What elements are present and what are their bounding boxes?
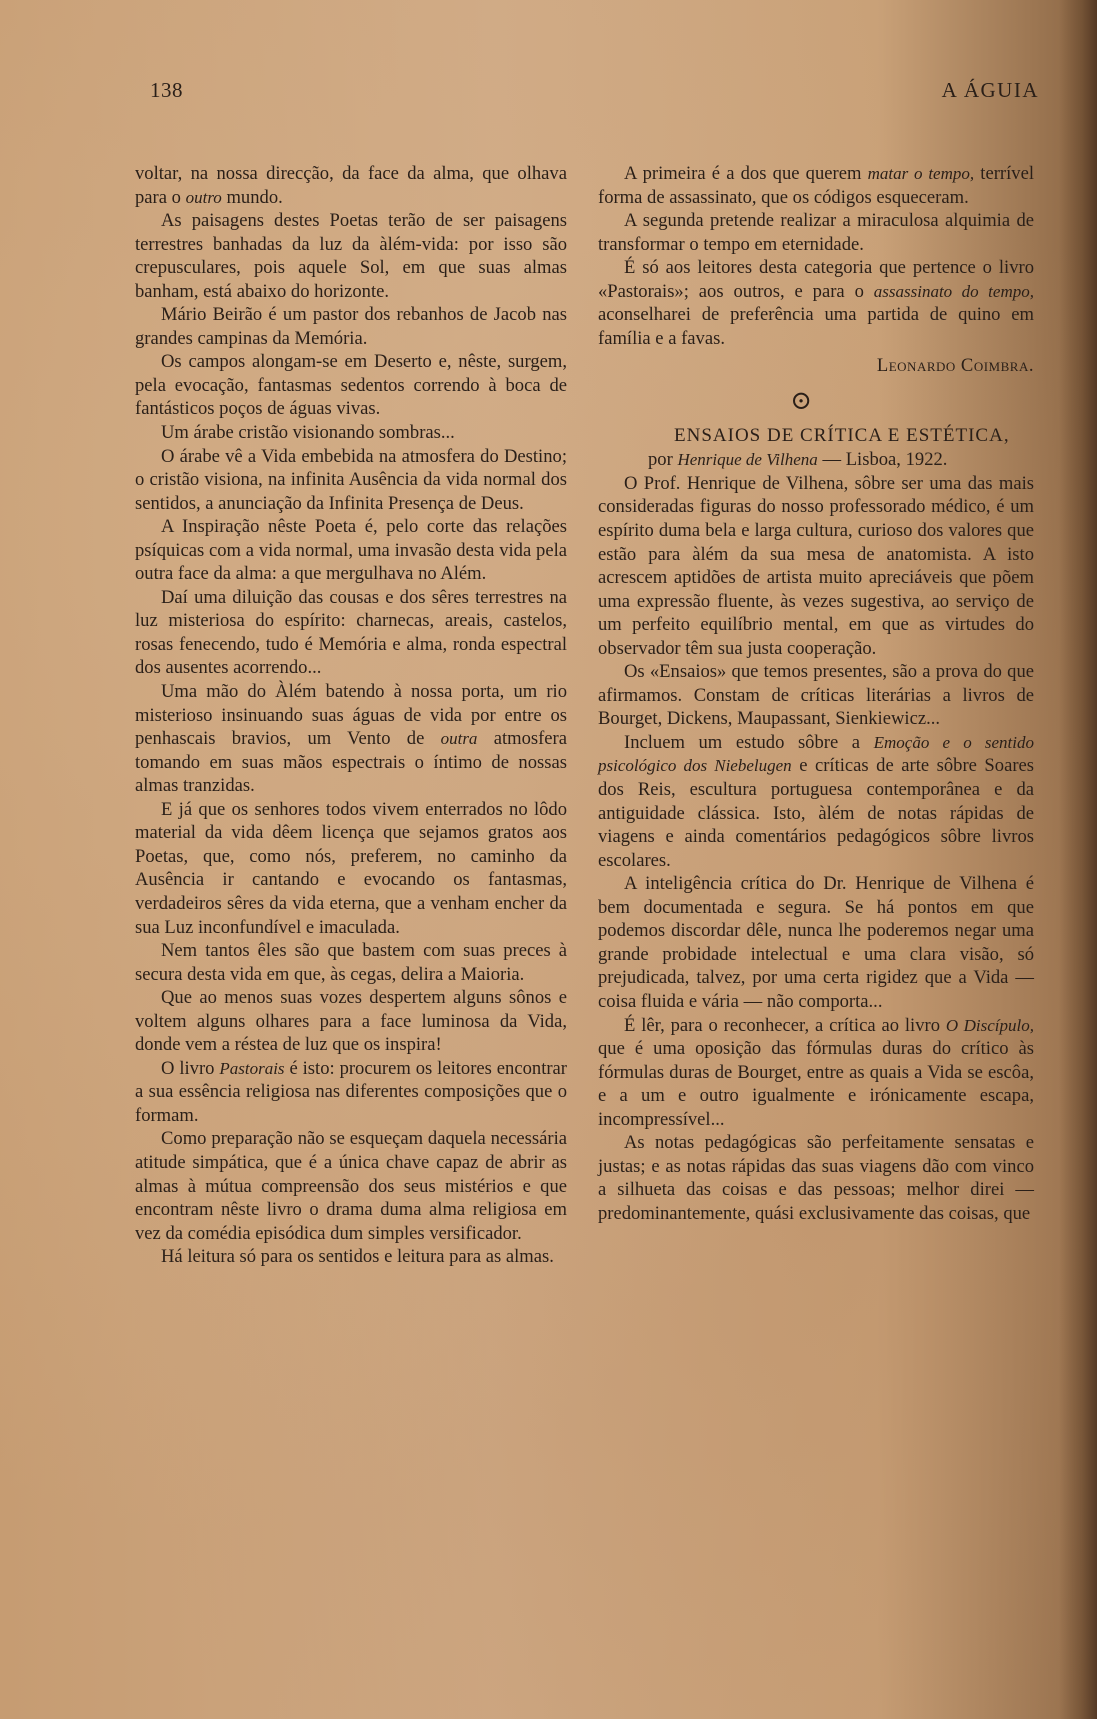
left-column (135, 162, 567, 1269)
paragraph (135, 1245, 567, 1269)
review-heading (598, 424, 1034, 472)
paragraph (135, 445, 567, 516)
text-run: mundo. (221, 186, 283, 208)
page-edge-shadow (1059, 0, 1097, 1719)
paragraph (598, 209, 1034, 256)
text-run: O Prof. Henrique de Vilhena, sôbre ser uma das mais consideradas figuras do nosso professorado médico, é um espírito duma bela e larga cultura, curioso dos valores que estão para àlém da sua mesa de anatomista. A isto acrescem aptidões de artista muito apreciáveis que põem uma expressão fluente, às vezes sugestiva, ao serviço de um perfeito equilíbrio mental, em que as virtudes do observador têm sua justa cooperação. (598, 472, 1034, 659)
text-run: É só aos leitores desta categoria que pertence o livro «Pastorais»; aos outros, e para o (598, 257, 1034, 302)
text-run: É lêr, para o reconhecer, a crítica ao livro (624, 1014, 946, 1036)
text-run: Como preparação não se esqueçam daquela necessária atitude simpática, que é a única chave capaz de abrir as almas à mútua compreensão dos seus mistérios e que encontram nêste livro o drama duma alma religiosa em vez da comédia episódica dum simples versificador. (135, 1128, 567, 1244)
section-divider-icon: ⊙ (790, 385, 812, 415)
text-run: A segunda pretende realizar a miraculosa alquimia de transformar o tempo em eternidade. (598, 210, 1034, 255)
text-run: Um árabe cristão visionando sombras... (161, 422, 455, 444)
text-run: ENSAIOS DE CRÍTICA E ESTÉTICA, (674, 424, 1010, 446)
text-run: As notas pedagógicas são perfeitamente sensatas e justas; e as notas rápidas das suas viagens dão com vinco a silhueta das coisas e das pessoas; melhor direi — predominantemente, quási exclusivamente das coisas, que (598, 1132, 1034, 1224)
paragraph (135, 1127, 567, 1245)
paragraph (135, 1057, 567, 1128)
text-run: atmosfera tomando em suas mãos espectrais o íntimo de nossas almas tranzidas. (135, 728, 568, 797)
paragraph (135, 680, 567, 798)
text-run: Que ao menos suas vozes despertem alguns sônos e voltem alguns olhares para a face luminosa da Vida, donde vem a réstea de luz que os inspira! (135, 987, 567, 1056)
text-run: aconselharei de preferência uma partida de quino em família e a favas. (598, 304, 1034, 349)
running-title: A ÁGUIA (941, 78, 1039, 102)
italic-text: Pastorais (219, 1058, 285, 1078)
text-run: que é uma oposição das fórmulas duras do crítico às fórmulas duras de Bourget, entre as quais a Vida se escôa, e a um e outro igualmente e irónicamente escapa, incompressível... (598, 1038, 1034, 1130)
italic-text: assassinato do tempo, (873, 281, 1034, 301)
text-run: A primeira é a dos que querem (624, 163, 868, 184)
paragraph (135, 350, 567, 421)
text-run: Nem tantos êles são que bastem com suas preces à secura desta vida em que, às cegas, delira a Maioria. (135, 940, 567, 985)
text-run: O árabe vê a Vida embebida na atmosfera do Destino; o cristão visiona, na infinita Ausência da vida normal dos sentidos, a anunciação da Infinita Presença de Deus. (135, 445, 567, 514)
paragraph (598, 660, 1034, 731)
paragraph (135, 303, 567, 350)
text-run: é isto: procurem os leitores encontrar a sua essência religiosa nas diferentes composições que o formam. (135, 1057, 567, 1126)
paragraph (135, 586, 567, 680)
text-run: Há leitura só para os sentidos e leitura para as almas. (161, 1246, 554, 1268)
text-run: Uma mão do Àlém batendo à nossa porta, um rio misterioso insinuando suas águas de vida por entre os penhascais bravios, um Vento de (135, 681, 567, 750)
paragraph (598, 1014, 1034, 1132)
italic-text: Emoção e o sentido psicológico dos Niebelugen (598, 732, 1035, 776)
text-run: As paisagens destes Poetas terão de ser paisagens terrestres banhadas da luz da àlém-vida: por isso são crepusculares, pois aquele Sol, em que suas almas banham, está abaixo do horizonte. (135, 210, 567, 302)
italic-text: Henrique de Vilhena (677, 449, 818, 469)
text-run: A inteligência crítica do Dr. Henrique de Vilhena é bem documentada e segura. Se há pontos em que podemos discordar dêle, nunca lhe poderemos negar uma grande probidade intelectual e uma clara visão, só prejudicada, talvez, por uma certa rigidez que a Vida — coisa fluida e vária — não comporta... (598, 873, 1034, 1012)
paragraph (598, 1131, 1034, 1225)
paragraph (598, 872, 1034, 1013)
text-run: A Inspiração nêste Poeta é, pelo corte das relações psíquicas com a vida normal, uma invasão desta vida pela outra face da alma: a que mergulhava no Além. (135, 516, 567, 585)
italic-text: matar o tempo, (867, 164, 975, 183)
paragraph (135, 515, 567, 586)
paragraph (135, 939, 567, 986)
paragraph (135, 798, 567, 939)
text-run: terrível forma de assassinato, que os códigos esqueceram. (598, 163, 1034, 208)
paragraph (135, 209, 567, 303)
paragraph (135, 986, 567, 1057)
text-run: Daí uma diluição das cousas e dos sêres terrestres na luz misteriosa do espírito: charnecas, areais, castelos, rosas fenecendo, tudo é Memória e alma, ronda espectral dos ausentes acorrendo... (135, 586, 567, 679)
page-number: 138 (150, 78, 183, 102)
italic-text: outro (185, 187, 222, 207)
text-run: E já que os senhores todos vivem enterrados no lôdo material da vida dêem licença que sejamos gratos aos Poetas, que, como nós, preferem, no caminho da Ausência ir cantando e evocando os fantasmas, verdadeiros sêres da vida eterna, que a venham encher da sua Luz inconfundível e imaculada. (135, 798, 567, 938)
paragraph (598, 256, 1034, 350)
paragraph (598, 731, 1034, 872)
text-run: Os campos alongam-se em Deserto e, nêste, surgem, pela evocação, fantasmas sedentos correndo à boca de fantásticos poços de águas vivas. (135, 351, 567, 420)
right-column (598, 162, 1034, 1225)
paragraph (598, 472, 1034, 660)
text-run: O livro (161, 1057, 220, 1079)
text-run: Incluem um estudo sôbre a (624, 731, 874, 753)
text-run: e críticas de arte sôbre Soares dos Reis, escultura portuguesa contemporânea e da antiguidade clássica. Isto, àlém de notas rápidas de viagens e ainda comentários pedagógicos sôbre livros escolares. (598, 755, 1034, 871)
text-run: por (648, 448, 678, 470)
paragraph (598, 162, 1034, 209)
text-run: Mário Beirão é um pastor dos rebanhos de Jacob nas grandes campinas da Memória. (135, 304, 567, 349)
italic-text: outra (440, 729, 478, 749)
text-run: — Lisboa, 1922. (817, 448, 948, 470)
text-run: voltar, na nossa direcção, da face da alma, que olhava para o (135, 163, 567, 208)
paragraph (135, 162, 567, 209)
text-run: Os «Ensaios» que temos presentes, são a prova do que afirmamos. Constam de críticas literárias a livros de Bourget, Dickens, Maupassant, Sienkiewicz... (598, 661, 1034, 730)
italic-text: O Discípulo, (945, 1015, 1035, 1035)
signature: Leonardo Coimbra. (876, 355, 1034, 377)
paragraph (135, 421, 567, 445)
